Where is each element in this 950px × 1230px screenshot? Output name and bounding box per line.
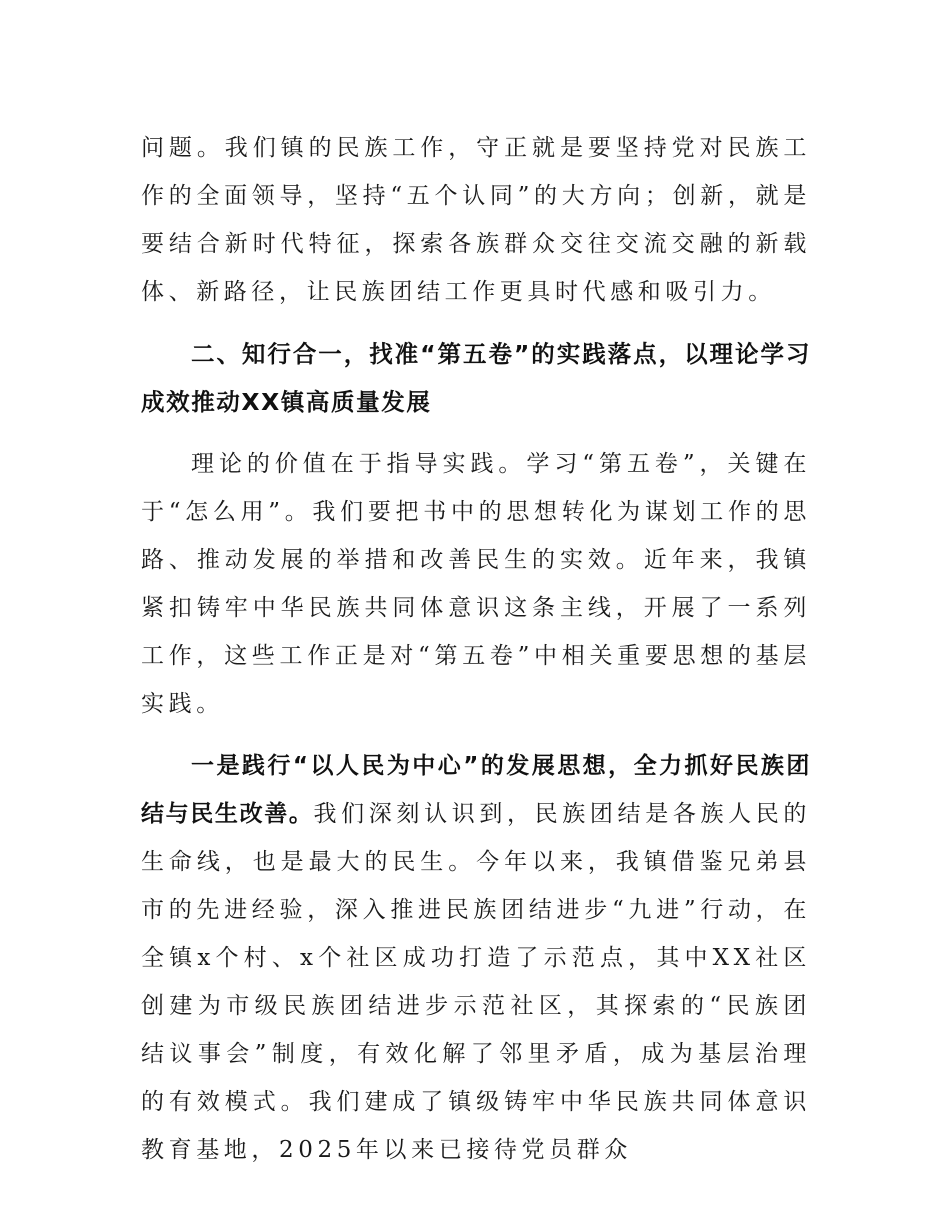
spacer [141,728,811,742]
spacer [141,426,811,440]
document-page [141,124,811,1174]
point-body-text: 我们深刻认识到，民族团结是各族人民的生命线，也是最大的民生。今年以来，我镇借鉴兄弟县市的先进经验，深入推进民族团结进步“九进”行动，在全镇x个村、x个社区成功打造了示范点，其中XX社区创建为市级民族团结进步示范社区，其探索的“民族团结议事会”制度，有效化解了邻里矛盾，成为基层治理的有效模式。我们建成了镇级铸牢中华民族共同体意识教育基地，2025年以来已接待党员群众 [141,801,811,1163]
section-heading: 二、知行合一，找准“第五卷”的实践落点，以理论学习成效推动XX镇高质量发展 [141,340,811,416]
spacer [141,316,811,330]
point-lead-sentence: 一是践行“以人民为中心”的发展思想，全力抓好民族团结与民生改善。 [141,753,811,827]
paragraph-continuation: 问题。我们镇的民族工作，守正就是要坚持党对民族工作的全面领导，坚持“五个认同”的大方向；创新，就是要结合新时代特征，探索各族群众交往交流交融的新载体、新路径，让民族团结工作更具时代感和吸引力。 [141,135,811,305]
paragraph-body: 理论的价值在于指导实践。学习“第五卷”，关键在于“怎么用”。我们要把书中的思想转化为谋划工作的思路、推动发展的举措和改善民生的实效。近年来，我镇紧扣铸牢中华民族共同体意识这条主线，开展了一系列工作，这些工作正是对“第五卷”中相关重要思想的基层实践。 [141,451,811,717]
paragraph-point-one [141,742,811,1174]
